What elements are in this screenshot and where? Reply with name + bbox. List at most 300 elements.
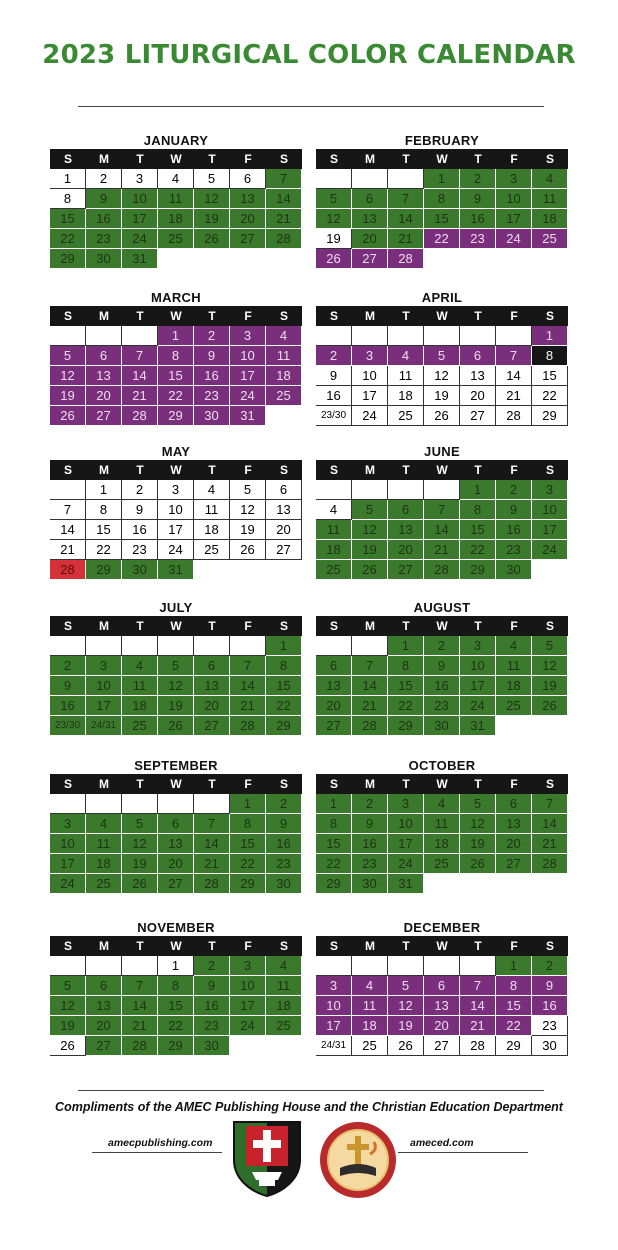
day-cell: 18 — [266, 996, 302, 1016]
day-cell: 30 — [266, 874, 302, 894]
weekday-header: S — [50, 936, 86, 956]
month-april — [316, 290, 568, 426]
day-cell: 9 — [194, 976, 230, 996]
day-cell: 21 — [388, 229, 424, 249]
weekday-header: S — [266, 306, 302, 326]
day-cell: 19 — [50, 1016, 86, 1036]
day-cell: 17 — [230, 996, 266, 1016]
day-cell: 24 — [352, 406, 388, 426]
day-cell: 26 — [460, 854, 496, 874]
month-days-grid — [50, 616, 302, 736]
day-cell: 8 — [316, 814, 352, 834]
day-cell: 13 — [86, 996, 122, 1016]
day-cell: 28 — [122, 406, 158, 426]
day-cell: 11 — [352, 996, 388, 1016]
day-cell: 21 — [50, 540, 86, 560]
day-cell: 30 — [496, 560, 532, 580]
day-cell: 5 — [352, 500, 388, 520]
day-cell: 16 — [86, 209, 122, 229]
day-cell: 30 — [194, 1036, 230, 1056]
empty-cell — [122, 326, 158, 346]
day-cell: 28 — [532, 854, 568, 874]
day-cell: 26 — [424, 406, 460, 426]
day-cell: 11 — [496, 656, 532, 676]
day-cell: 16 — [424, 676, 460, 696]
day-cell: 1 — [496, 956, 532, 976]
day-cell: 16 — [194, 996, 230, 1016]
day-cell: 27 — [86, 1036, 122, 1056]
day-cell: 27 — [316, 716, 352, 736]
day-cell: 3 — [50, 814, 86, 834]
day-cell: 15 — [230, 834, 266, 854]
weekday-header: S — [266, 460, 302, 480]
day-cell: 17 — [316, 1016, 352, 1036]
day-cell: 24 — [158, 540, 194, 560]
day-cell: 8 — [532, 346, 568, 366]
day-cell: 29 — [496, 1036, 532, 1056]
day-cell: 26 — [230, 540, 266, 560]
day-cell: 10 — [352, 366, 388, 386]
day-cell: 21 — [460, 1016, 496, 1036]
empty-cell — [50, 794, 86, 814]
day-cell: 4 — [316, 500, 352, 520]
empty-cell — [424, 956, 460, 976]
day-cell: 18 — [122, 696, 158, 716]
day-cell: 23 — [266, 854, 302, 874]
day-cell: 27 — [86, 406, 122, 426]
day-cell: 13 — [424, 996, 460, 1016]
empty-cell — [230, 636, 266, 656]
weekday-header: T — [122, 774, 158, 794]
weekday-header: S — [50, 306, 86, 326]
month-days-grid — [50, 460, 302, 580]
day-cell: 2 — [194, 956, 230, 976]
weekday-header: T — [460, 306, 496, 326]
day-cell: 1 — [266, 636, 302, 656]
day-cell: 9 — [266, 814, 302, 834]
day-cell: 24 — [496, 229, 532, 249]
empty-cell — [50, 480, 86, 500]
weekday-header: F — [230, 306, 266, 326]
day-cell: 28 — [424, 560, 460, 580]
day-cell: 5 — [424, 346, 460, 366]
weekday-header: S — [316, 149, 352, 169]
weekday-header: M — [86, 774, 122, 794]
weekday-header: M — [86, 306, 122, 326]
day-cell: 30 — [352, 874, 388, 894]
day-cell: 4 — [194, 480, 230, 500]
day-cell: 25 — [86, 874, 122, 894]
day-cell: 25 — [194, 540, 230, 560]
day-cell: 18 — [86, 854, 122, 874]
day-cell: 13 — [194, 676, 230, 696]
day-cell: 6 — [158, 814, 194, 834]
day-cell: 2 — [316, 346, 352, 366]
day-cell: 17 — [50, 854, 86, 874]
day-cell: 17 — [388, 834, 424, 854]
day-cell: 20 — [266, 520, 302, 540]
day-cell: 20 — [388, 540, 424, 560]
day-cell: 23/30 — [316, 406, 352, 426]
weekday-header: T — [460, 616, 496, 636]
day-cell: 6 — [194, 656, 230, 676]
day-cell: 9 — [86, 189, 122, 209]
weekday-header: T — [388, 936, 424, 956]
day-cell: 8 — [266, 656, 302, 676]
day-cell: 10 — [158, 500, 194, 520]
day-cell: 29 — [86, 560, 122, 580]
weekday-header: M — [352, 774, 388, 794]
day-cell: 1 — [316, 794, 352, 814]
month-name: DECEMBER — [403, 920, 481, 935]
weekday-header: T — [388, 460, 424, 480]
day-cell: 3 — [122, 169, 158, 189]
day-cell: 1 — [158, 956, 194, 976]
day-cell: 1 — [388, 636, 424, 656]
day-cell: 13 — [86, 366, 122, 386]
empty-cell — [194, 794, 230, 814]
day-cell: 18 — [194, 520, 230, 540]
weekday-header: M — [86, 460, 122, 480]
weekday-header: S — [316, 306, 352, 326]
day-cell: 22 — [158, 386, 194, 406]
day-cell: 12 — [460, 814, 496, 834]
day-cell: 9 — [496, 500, 532, 520]
day-cell: 21 — [194, 854, 230, 874]
empty-cell — [50, 326, 86, 346]
day-cell: 8 — [230, 814, 266, 834]
month-days-grid — [50, 149, 302, 269]
day-cell: 7 — [460, 976, 496, 996]
weekday-header: F — [230, 149, 266, 169]
weekday-header: S — [532, 460, 568, 480]
day-cell: 25 — [424, 854, 460, 874]
day-cell: 31 — [158, 560, 194, 580]
day-cell: 10 — [532, 500, 568, 520]
left-link-rule — [92, 1152, 222, 1153]
weekday-header: T — [122, 460, 158, 480]
day-cell: 21 — [230, 696, 266, 716]
day-cell: 11 — [122, 676, 158, 696]
weekday-header: T — [388, 149, 424, 169]
weekday-header: W — [424, 460, 460, 480]
day-cell: 16 — [122, 520, 158, 540]
day-cell: 4 — [158, 169, 194, 189]
weekday-header: S — [50, 149, 86, 169]
ameced-link[interactable]: ameced.com — [410, 1137, 474, 1149]
day-cell: 24 — [460, 696, 496, 716]
day-cell: 2 — [460, 169, 496, 189]
empty-cell — [158, 794, 194, 814]
weekday-header: S — [50, 774, 86, 794]
day-cell: 29 — [158, 406, 194, 426]
day-cell: 31 — [460, 716, 496, 736]
month-name: JULY — [159, 600, 193, 615]
day-cell: 13 — [158, 834, 194, 854]
day-cell: 8 — [424, 189, 460, 209]
day-cell: 27 — [424, 1036, 460, 1056]
day-cell: 2 — [424, 636, 460, 656]
weekday-header: T — [194, 616, 230, 636]
month-days-grid — [316, 460, 568, 580]
day-cell: 13 — [496, 814, 532, 834]
day-cell: 24 — [388, 854, 424, 874]
month-days-grid — [316, 306, 568, 426]
day-cell: 22 — [266, 696, 302, 716]
day-cell: 26 — [532, 696, 568, 716]
empty-cell — [388, 169, 424, 189]
day-cell: 8 — [496, 976, 532, 996]
day-cell: 14 — [50, 520, 86, 540]
day-cell: 30 — [532, 1036, 568, 1056]
empty-cell — [316, 636, 352, 656]
weekday-header: T — [460, 774, 496, 794]
day-cell: 21 — [352, 696, 388, 716]
day-cell: 29 — [532, 406, 568, 426]
day-cell: 20 — [460, 386, 496, 406]
day-cell: 14 — [230, 676, 266, 696]
day-cell: 19 — [532, 676, 568, 696]
day-cell: 7 — [122, 976, 158, 996]
weekday-header: F — [230, 460, 266, 480]
month-days-grid — [316, 936, 568, 1056]
day-cell: 26 — [50, 406, 86, 426]
day-cell: 12 — [316, 209, 352, 229]
day-cell: 14 — [460, 996, 496, 1016]
weekday-header: W — [424, 774, 460, 794]
day-cell: 22 — [316, 854, 352, 874]
day-cell: 31 — [230, 406, 266, 426]
day-cell: 11 — [266, 346, 302, 366]
day-cell: 3 — [532, 480, 568, 500]
day-cell: 7 — [424, 500, 460, 520]
day-cell: 2 — [266, 794, 302, 814]
day-cell: 30 — [86, 249, 122, 269]
weekday-header: T — [194, 149, 230, 169]
empty-cell — [50, 636, 86, 656]
day-cell: 4 — [496, 636, 532, 656]
day-cell: 4 — [424, 794, 460, 814]
day-cell: 7 — [50, 500, 86, 520]
day-cell: 2 — [352, 794, 388, 814]
empty-cell — [496, 326, 532, 346]
day-cell: 3 — [230, 956, 266, 976]
day-cell: 4 — [86, 814, 122, 834]
day-cell: 17 — [230, 366, 266, 386]
day-cell: 9 — [50, 676, 86, 696]
empty-cell — [388, 326, 424, 346]
day-cell: 28 — [496, 406, 532, 426]
day-cell: 19 — [122, 854, 158, 874]
day-cell: 20 — [230, 209, 266, 229]
empty-cell — [122, 636, 158, 656]
day-cell: 11 — [86, 834, 122, 854]
day-cell: 22 — [230, 854, 266, 874]
day-cell: 11 — [316, 520, 352, 540]
day-cell: 15 — [158, 366, 194, 386]
day-cell: 15 — [532, 366, 568, 386]
day-cell: 21 — [424, 540, 460, 560]
weekday-header: S — [266, 149, 302, 169]
day-cell: 1 — [50, 169, 86, 189]
month-days-grid — [316, 616, 568, 736]
day-cell: 1 — [460, 480, 496, 500]
day-cell: 15 — [388, 676, 424, 696]
day-cell: 20 — [158, 854, 194, 874]
weekday-header: S — [532, 774, 568, 794]
weekday-header: T — [388, 616, 424, 636]
day-cell: 7 — [388, 189, 424, 209]
day-cell: 18 — [532, 209, 568, 229]
day-cell: 22 — [424, 229, 460, 249]
day-cell: 7 — [194, 814, 230, 834]
weekday-header: S — [316, 774, 352, 794]
day-cell: 8 — [158, 976, 194, 996]
day-cell: 17 — [86, 696, 122, 716]
day-cell: 26 — [388, 1036, 424, 1056]
day-cell: 12 — [424, 366, 460, 386]
day-cell: 12 — [122, 834, 158, 854]
day-cell: 5 — [50, 346, 86, 366]
amec-publishing-link[interactable]: amecpublishing.com — [108, 1137, 213, 1149]
weekday-header: F — [230, 616, 266, 636]
day-cell: 3 — [158, 480, 194, 500]
day-cell: 24 — [532, 540, 568, 560]
weekday-header: W — [158, 306, 194, 326]
weekday-header: M — [86, 936, 122, 956]
day-cell: 23 — [424, 696, 460, 716]
day-cell: 22 — [496, 1016, 532, 1036]
day-cell: 25 — [352, 1036, 388, 1056]
day-cell: 29 — [50, 249, 86, 269]
day-cell: 11 — [266, 976, 302, 996]
day-cell: 10 — [86, 676, 122, 696]
day-cell: 19 — [230, 520, 266, 540]
day-cell: 26 — [316, 249, 352, 269]
day-cell: 11 — [532, 189, 568, 209]
weekday-header: M — [352, 616, 388, 636]
day-cell: 9 — [316, 366, 352, 386]
day-cell: 9 — [460, 189, 496, 209]
day-cell: 8 — [50, 189, 86, 209]
day-cell: 12 — [50, 996, 86, 1016]
weekday-header: F — [230, 774, 266, 794]
day-cell: 14 — [532, 814, 568, 834]
day-cell: 26 — [158, 716, 194, 736]
weekday-header: S — [532, 616, 568, 636]
weekday-header: S — [50, 460, 86, 480]
weekday-header: F — [496, 774, 532, 794]
day-cell: 4 — [532, 169, 568, 189]
weekday-header: T — [460, 149, 496, 169]
weekday-header: W — [158, 616, 194, 636]
day-cell: 18 — [316, 540, 352, 560]
weekday-header: S — [266, 936, 302, 956]
day-cell: 4 — [266, 956, 302, 976]
empty-cell — [352, 956, 388, 976]
day-cell: 10 — [50, 834, 86, 854]
day-cell: 21 — [496, 386, 532, 406]
month-name: NOVEMBER — [137, 920, 215, 935]
month-name: SEPTEMBER — [134, 758, 218, 773]
day-cell: 10 — [230, 346, 266, 366]
day-cell: 2 — [50, 656, 86, 676]
weekday-header: S — [316, 616, 352, 636]
day-cell: 21 — [532, 834, 568, 854]
weekday-header: W — [424, 149, 460, 169]
day-cell: 24/31 — [86, 716, 122, 736]
day-cell: 22 — [532, 386, 568, 406]
weekday-header: T — [122, 936, 158, 956]
weekday-header: F — [496, 306, 532, 326]
day-cell: 10 — [122, 189, 158, 209]
day-cell: 8 — [388, 656, 424, 676]
day-cell: 11 — [194, 500, 230, 520]
day-cell: 13 — [388, 520, 424, 540]
day-cell: 5 — [194, 169, 230, 189]
day-cell: 19 — [194, 209, 230, 229]
day-cell: 7 — [352, 656, 388, 676]
day-cell: 24 — [230, 386, 266, 406]
day-cell: 27 — [352, 249, 388, 269]
day-cell: 27 — [230, 229, 266, 249]
month-march — [50, 290, 302, 426]
day-cell: 18 — [424, 834, 460, 854]
day-cell: 25 — [266, 386, 302, 406]
day-cell: 3 — [316, 976, 352, 996]
day-cell: 9 — [194, 346, 230, 366]
day-cell: 17 — [122, 209, 158, 229]
day-cell: 18 — [158, 209, 194, 229]
day-cell: 10 — [460, 656, 496, 676]
day-cell: 15 — [460, 520, 496, 540]
day-cell: 12 — [388, 996, 424, 1016]
day-cell: 16 — [352, 834, 388, 854]
day-cell: 20 — [352, 229, 388, 249]
day-cell: 25 — [316, 560, 352, 580]
weekday-header: W — [158, 936, 194, 956]
month-days-grid — [50, 306, 302, 426]
empty-cell — [194, 636, 230, 656]
day-cell: 5 — [230, 480, 266, 500]
day-cell: 12 — [352, 520, 388, 540]
day-cell: 15 — [496, 996, 532, 1016]
day-cell: 24/31 — [316, 1036, 352, 1056]
day-cell: 15 — [266, 676, 302, 696]
day-cell: 23 — [460, 229, 496, 249]
empty-cell — [316, 169, 352, 189]
day-cell: 15 — [158, 996, 194, 1016]
day-cell: 30 — [424, 716, 460, 736]
day-cell: 10 — [316, 996, 352, 1016]
day-cell: 26 — [352, 560, 388, 580]
day-cell: 10 — [496, 189, 532, 209]
weekday-header: T — [122, 616, 158, 636]
day-cell: 11 — [388, 366, 424, 386]
month-name: OCTOBER — [408, 758, 476, 773]
day-cell: 2 — [86, 169, 122, 189]
day-cell: 28 — [122, 1036, 158, 1056]
day-cell: 29 — [266, 716, 302, 736]
day-cell: 7 — [122, 346, 158, 366]
weekday-header: S — [532, 306, 568, 326]
day-cell: 14 — [194, 834, 230, 854]
day-cell: 13 — [352, 209, 388, 229]
empty-cell — [424, 326, 460, 346]
day-cell: 3 — [352, 346, 388, 366]
day-cell: 15 — [86, 520, 122, 540]
day-cell: 14 — [424, 520, 460, 540]
